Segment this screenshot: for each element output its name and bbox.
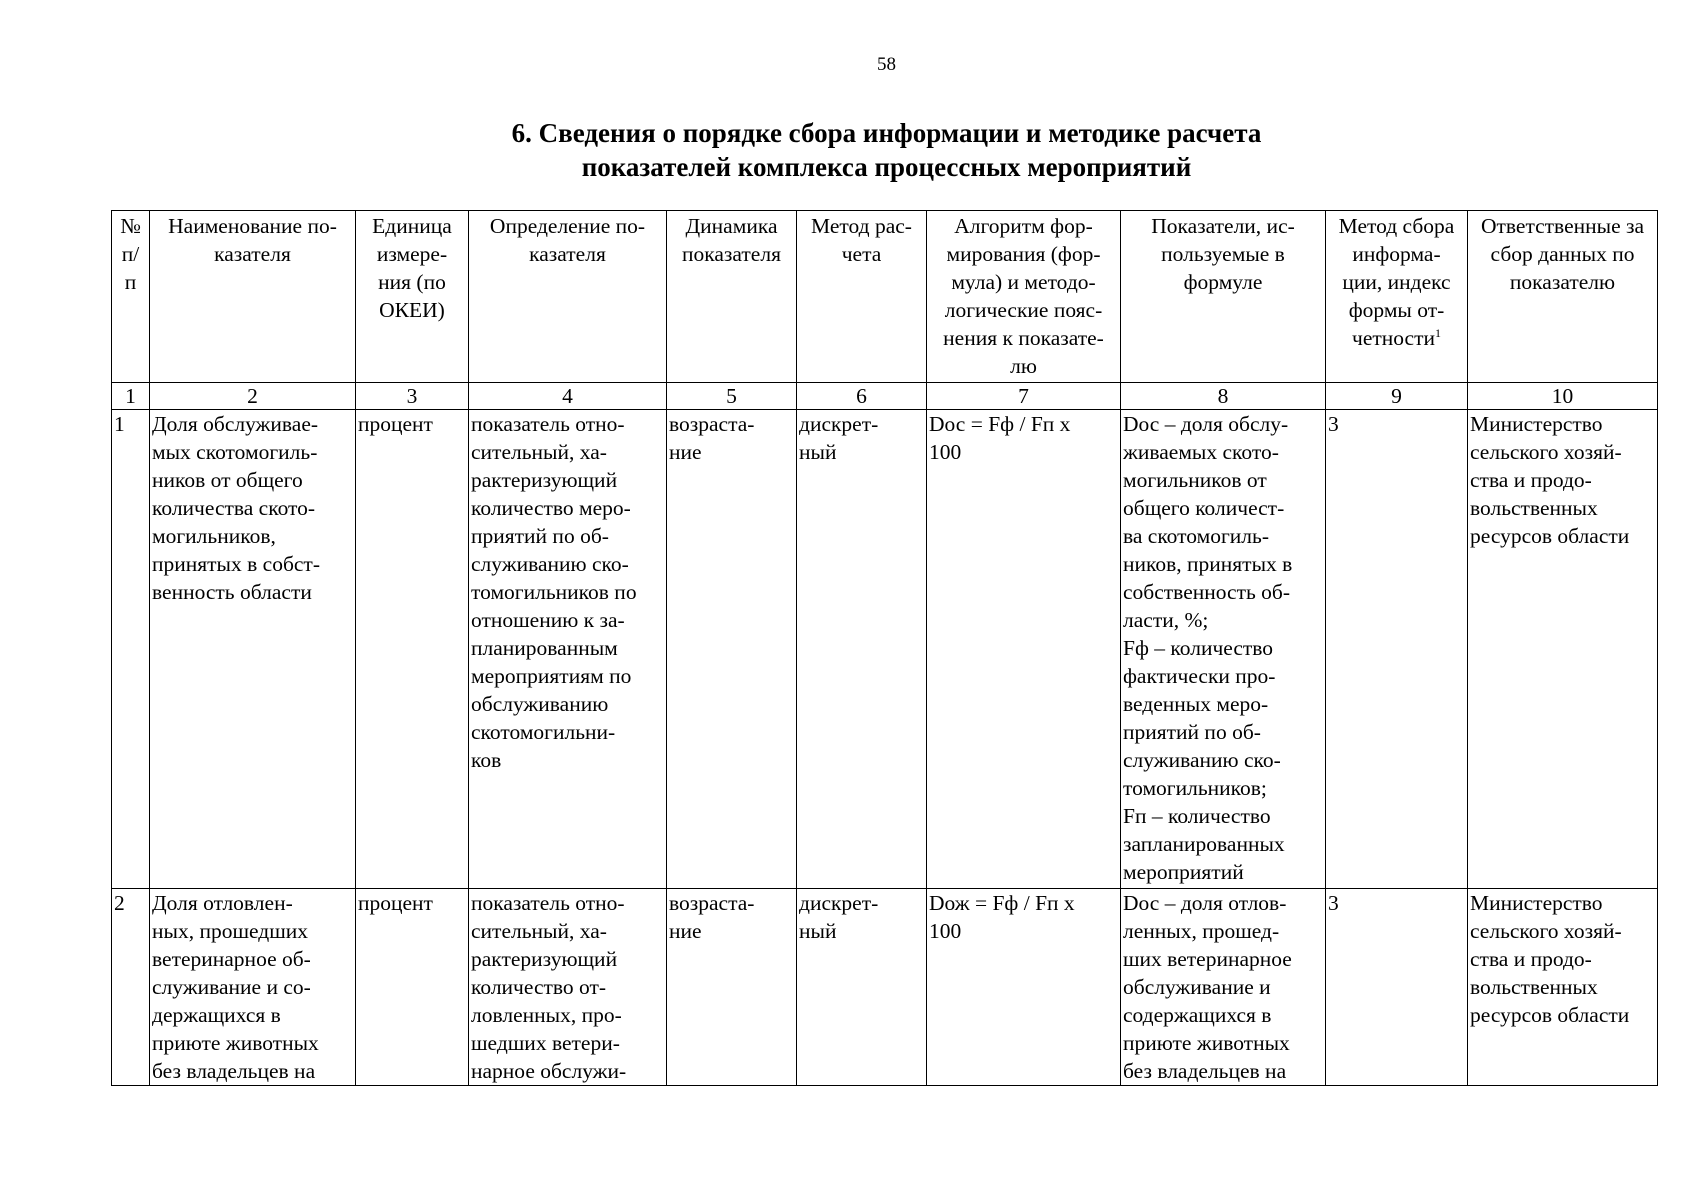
cell-responsible [1468,410,1658,889]
cell-line: количества ското- [152,496,316,520]
cell-line: Ответственные за [1480,214,1645,238]
cell-line: чета [841,242,882,266]
cell-line: ства и продо- [1470,947,1592,971]
cell-line: 100 [929,440,962,464]
cell-line: приюте животных [1123,1031,1290,1055]
cell-line: Алгоритм фор- [954,214,1093,238]
cell-line: сительный, ха- [471,919,607,943]
cell-line: планированным [471,636,618,660]
cell-line: сельского хозяй- [1470,919,1622,943]
header-col-num [112,211,150,383]
cell-line: обслуживание и [1123,975,1271,999]
cell-line: служивание и со- [152,975,311,999]
cell-line: сельского хозяй- [1470,440,1622,464]
cell-line: формы от- [1348,298,1445,322]
cell-line: Dож = Fф / Fп х [929,891,1075,915]
header-col-method [797,211,927,383]
cell-line: дискрет- [799,412,879,436]
column-number: 8 [1121,383,1326,410]
header-col-responsible [1468,211,1658,383]
cell-line: казателя [214,242,291,266]
cell-line: возраста- [669,891,755,915]
cell-dynamics [667,410,797,889]
header-col-algorithm [927,211,1121,383]
cell-line: ОКЕИ) [379,298,445,322]
header-col-unit [356,211,469,383]
cell-line: 3 [1328,891,1339,915]
cell-indicators [1121,889,1326,1086]
cell-line: Доля отловлен- [152,891,293,915]
cell-line: ресурсов области [1470,1003,1630,1027]
cell-line: 3 [1328,412,1339,436]
cell-line: Метод рас- [811,214,912,238]
cell-line: обслуживанию [471,692,609,716]
cell-line: приюте животных [152,1031,319,1055]
indicators-table [111,210,1658,1086]
header-row [112,211,1658,383]
cell-line: возраста- [669,412,755,436]
cell-line: вольственных [1470,975,1598,999]
cell-line: показатель отно- [471,412,625,436]
table-row [112,410,1658,889]
cell-line: венность области [152,580,312,604]
cell-algorithm [927,889,1121,1086]
cell-line: ние [669,919,702,943]
cell-line: мероприятиям по [471,664,632,688]
cell-line: служиванию ско- [1123,748,1281,772]
cell-line: ветеринарное об- [152,947,311,971]
cell-line: процент [358,412,433,436]
cell-line: ласти, %; [1123,608,1209,632]
cell-line: сбор данных по [1490,242,1635,266]
cell-line: количество меро- [471,496,631,520]
title-line-1: 6. Сведения о порядке сбора информации и методике расчета [511,118,1262,148]
cell-line: Fф – количество [1123,636,1274,660]
page-number: 58 [877,54,896,75]
cell-line: томогильников; [1123,776,1267,800]
cell-line: могильников от [1123,468,1267,492]
cell-method [797,889,927,1086]
cell-line: Динамика [685,214,778,238]
cell-dynamics [667,889,797,1086]
cell-line: казателя [529,242,606,266]
cell-line: нарное обслужи- [471,1059,627,1083]
cell-line: ства и продо- [1470,468,1592,492]
cell-line: дискрет- [799,891,879,915]
cell-line: мых скотомогиль- [152,440,318,464]
cell-line: ния (по [378,270,446,294]
cell-line: Наименование по- [168,214,337,238]
cell-line: Доля обслуживае- [152,412,319,436]
cell-line: мероприятий [1123,860,1244,884]
column-number: 4 [469,383,667,410]
cell-indicators [1121,410,1326,889]
cell-line: логические пояс- [944,298,1103,322]
column-number: 7 [927,383,1121,410]
cell-line: без владельцев на [152,1059,316,1083]
cell-line: ленных, прошед- [1123,919,1280,943]
cell-line: ный [799,919,837,943]
cell-line: ков [471,748,502,772]
cell-line: показателю [1509,270,1616,294]
cell-line: вольственных [1470,496,1598,520]
cell-line: Dос – доля обслу- [1123,412,1289,436]
cell-line: без владельцев на [1123,1059,1287,1083]
cell-line: мула) и методо- [951,270,1096,294]
cell-line: ников, принятых в [1123,552,1293,576]
cell-line: Метод сбора [1338,214,1455,238]
cell-line: собственность об- [1123,580,1291,604]
cell-line: измере- [376,242,448,266]
column-numbers-row [112,383,1658,410]
cell-line: ных, прошедших [152,919,309,943]
cell-name [150,889,356,1086]
cell-line: шедших ветери- [471,1031,620,1055]
cell-line: ние [669,440,702,464]
cell-line: п/ [121,242,140,266]
cell-line: процент [358,891,433,915]
cell-line: количество от- [471,975,607,999]
cell-line: лю [1010,354,1037,378]
column-number: 1 [112,383,150,410]
cell-unit [356,410,469,889]
column-number: 9 [1326,383,1468,410]
cell-line: Dос = Fф / Fп х [929,412,1071,436]
cell-line: скотомогильни- [471,720,616,744]
cell-line: живаемых ското- [1123,440,1279,464]
cell-line: мирования (фор- [946,242,1101,266]
cell-line: ресурсов области [1470,524,1630,548]
column-number: 6 [797,383,927,410]
cell-line: п [124,270,137,294]
cell-line: рактеризующий [471,468,618,492]
header-col-name [150,211,356,383]
cell-collection [1326,410,1468,889]
cell-line: четности$^1$ [1352,325,1441,350]
cell-line: рактеризующий [471,947,618,971]
cell-line: № [120,214,141,238]
cell-line: Dос – доля отлов- [1123,891,1287,915]
cell-line: показатель отно- [471,891,625,915]
table-row [112,889,1658,1086]
cell-line: пользуемые в [1161,242,1285,266]
header-col-indicators [1121,211,1326,383]
cell-line: содержащихся в [1123,1003,1272,1027]
header-col-definition [469,211,667,383]
cell-line: служиванию ско- [471,552,629,576]
cell-line: информа- [1352,242,1441,266]
cell-line: приятий по об- [471,524,609,548]
column-number: 2 [150,383,356,410]
cell-algorithm [927,410,1121,889]
cell-definition [469,410,667,889]
cell-collection [1326,889,1468,1086]
cell-line: приятий по об- [1123,720,1261,744]
cell-line: Показатели, ис- [1151,214,1295,238]
cell-line: ции, индекс [1342,270,1451,294]
cell-line: могильников, [152,524,276,548]
cell-line: ников от общего [152,468,303,492]
cell-unit [356,889,469,1086]
cell-line: ва скотомогиль- [1123,524,1269,548]
header-col-collection [1326,211,1468,383]
column-number: 3 [356,383,469,410]
header-col-dynamics [667,211,797,383]
cell-line: Министерство [1470,412,1603,436]
cell-line: Fп – количество [1123,804,1271,828]
cell-line: отношению к за- [471,608,625,632]
cell-line: Определение по- [489,214,646,238]
cell-line: формуле [1183,270,1263,294]
cell-line: ших ветеринарное [1123,947,1292,971]
cell-line: ный [799,440,837,464]
title-line-2: показателей комплекса процессных мероприятий [581,152,1192,182]
cell-name [150,410,356,889]
cell-num: 1 [112,410,150,889]
cell-line: ловленных, про- [471,1003,622,1027]
column-number: 10 [1468,383,1658,410]
cell-line: показателя [682,242,781,266]
cell-line: нения к показате- [943,326,1104,350]
cell-line: запланированных [1123,832,1285,856]
cell-definition [469,889,667,1086]
cell-line: сительный, ха- [471,440,607,464]
footnote-mark: 1 [1435,325,1441,340]
cell-line: Министерство [1470,891,1603,915]
column-number: 5 [667,383,797,410]
cell-line: томогильников по [471,580,637,604]
cell-method [797,410,927,889]
cell-line: Единица [372,214,452,238]
cell-line: веденных меро- [1123,692,1269,716]
cell-line: принятых в собст- [152,552,320,576]
cell-line: 100 [929,919,962,943]
cell-line: общего количест- [1123,496,1285,520]
cell-line: держащихся в [152,1003,281,1027]
cell-line: фактически про- [1123,664,1276,688]
cell-num: 2 [112,889,150,1086]
cell-responsible [1468,889,1658,1086]
document-title [0,116,1694,184]
